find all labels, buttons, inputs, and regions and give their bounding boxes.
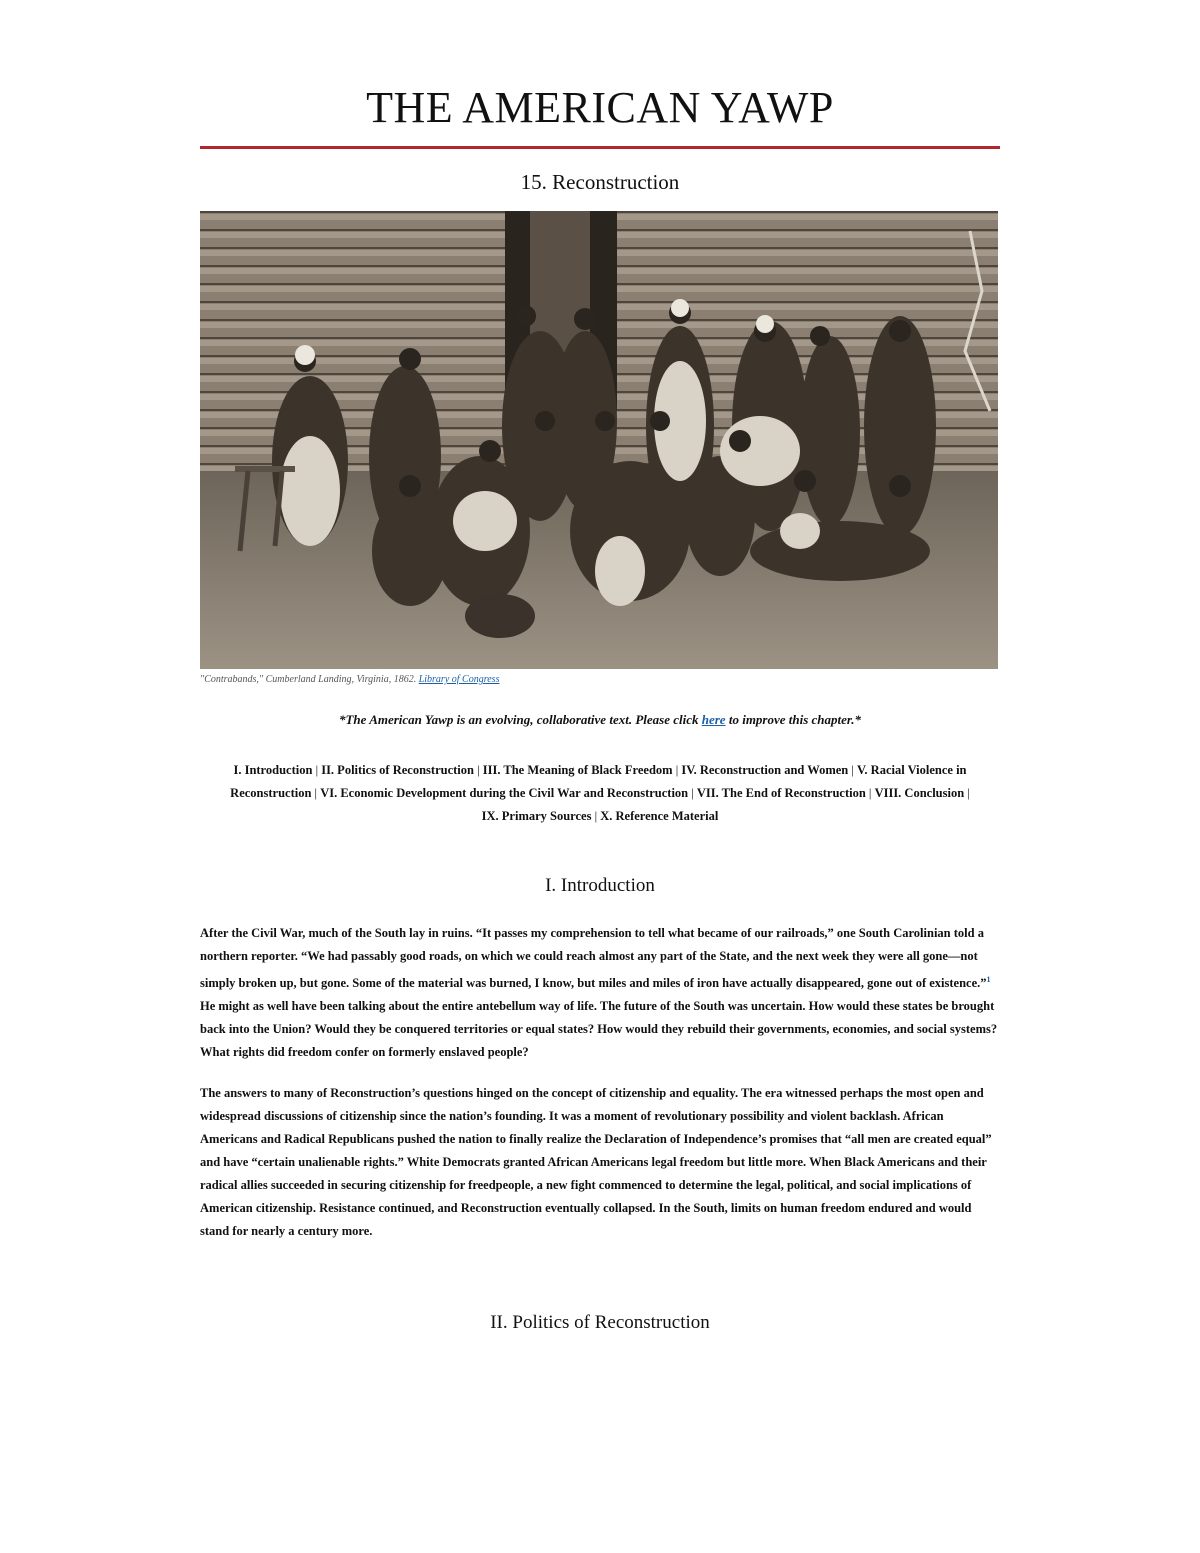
toc-separator: | xyxy=(312,763,322,777)
intro-paragraph-1 xyxy=(200,922,1000,1064)
edit-notice xyxy=(200,711,1000,729)
toc-separator: | xyxy=(865,786,875,800)
toc-separator: | xyxy=(473,763,483,777)
intro-p1-text-cont: He might as well have been talking about the entire antebellum way of life. The future of the South was uncertain. How would these states be brought back into the Union? Would they be conquered territories or equal states? How would they rebuild their governments, economies, and social systems? What rights did freedom confer on formerly enslaved people? xyxy=(200,999,998,1060)
intro-paragraph-2: The answers to many of Reconstruction’s questions hinged on the concept of citizenship and equality. The era witnessed perhaps the most open and widespread discussions of citizenship since the nation’s founding. It was a moment of revolutionary possibility and violent backlash. African Americans and Radical Republicans pushed the nation to finally realize the Declaration of Independence’s promises that “all men are created equal” and have “certain unalienable rights.” White Democrats granted African Americans legal freedom but little more. When Black Americans and their radical allies succeeded in securing citizenship for freedpeople, a new fight commenced to determine the legal, political, and social implications of American citizenship. Resistance continued, and Reconstruction eventually collapsed. In the South, limits on human freedom endured and would stand for nearly a century more. xyxy=(200,1086,992,1239)
toc-link-6[interactable]: VI. Economic Development during the Civil War and Reconstruction xyxy=(320,786,689,800)
section-heading-introduction: I. Introduction xyxy=(545,875,655,896)
toc-link-1[interactable]: I. Introduction xyxy=(233,763,313,777)
toc-link-9[interactable]: IX. Primary Sources xyxy=(481,809,592,823)
notice-text-after: to improve this chapter.* xyxy=(725,712,862,727)
toc-link-2[interactable]: II. Politics of Reconstruction xyxy=(321,763,474,777)
toc-separator: | xyxy=(848,763,858,777)
intro-p1-text: After the Civil War, much of the South lay in ruins. “It passes my comprehension to tell what became of our railroads,” one South Carolinian told a northern reporter. “We had passably good roads, on which we could reach almost any part of the State, and the next week they were all gone—not simply broken up, but gone. Some of the material was burned, I know, but miles and miles of iron have actually disappeared, gone out of existence.” xyxy=(200,926,987,991)
table-of-contents xyxy=(200,759,1000,828)
toc-link-5[interactable]: V. Racial Violence in Reconstruction xyxy=(230,763,967,800)
historical-photo-image xyxy=(200,211,998,669)
toc-link-3[interactable]: III. The Meaning of Black Freedom xyxy=(482,763,673,777)
chapter-photo xyxy=(200,211,998,669)
chapter-title: 15. Reconstruction xyxy=(520,170,680,194)
article-page xyxy=(200,0,1000,1335)
section-heading-politics: II. Politics of Reconstruction xyxy=(490,1312,710,1334)
notice-text-before: *The American Yawp is an evolving, collaborative text. Please click xyxy=(338,712,702,727)
toc-separator: | xyxy=(964,786,970,800)
toc-separator: | xyxy=(311,786,321,800)
improve-chapter-link[interactable]: here xyxy=(701,712,726,727)
toc-link-8[interactable]: VIII. Conclusion xyxy=(874,786,965,800)
toc-separator: | xyxy=(688,786,697,800)
toc-separator: | xyxy=(672,763,682,777)
toc-link-7[interactable]: VII. The End of Reconstruction xyxy=(696,786,866,800)
title-divider xyxy=(200,146,1000,149)
toc-link-4[interactable]: IV. Reconstruction and Women xyxy=(681,763,849,777)
footnote-1-link[interactable]: 1 xyxy=(986,975,991,984)
caption-text: "Contrabands," Cumberland Landing, Virginia, 1862. xyxy=(200,674,419,685)
toc-link-10[interactable]: X. Reference Material xyxy=(600,809,719,823)
toc-separator: | xyxy=(591,809,601,823)
site-title[interactable]: THE AMERICAN YAWP xyxy=(366,83,834,132)
photo-caption xyxy=(200,673,1000,687)
caption-source-link[interactable]: Library of Congress xyxy=(418,674,500,685)
